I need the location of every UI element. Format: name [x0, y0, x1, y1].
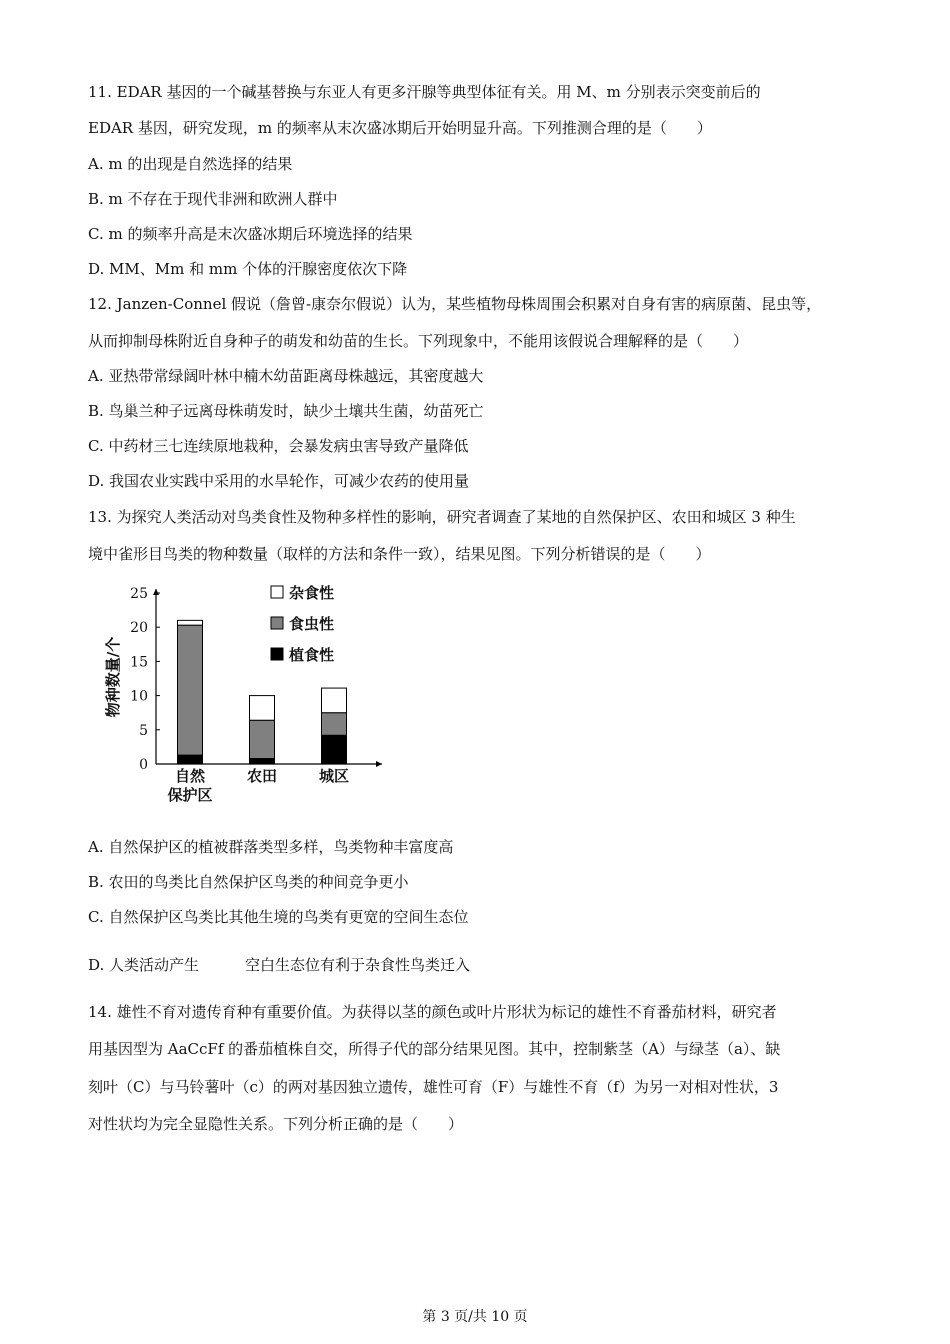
q12-option-c: C. 中药材三七连续原地栽种，会暴发病虫害导致产量降低	[88, 437, 469, 455]
bar-segment	[322, 735, 347, 764]
x-tick-label: 城区	[318, 767, 350, 785]
bar-segment	[250, 759, 275, 764]
bar-segment	[178, 625, 203, 755]
q12-option-a: A. 亚热带常绿阔叶林中楠木幼苗距离母株越远，其密度越大	[88, 367, 484, 385]
q14-stem-line-1: 14. 雄性不育对遗传育种有重要价值。为获得以茎的颜色或叶片形状为标记的雄性不育番茄材料，研究者	[88, 1003, 777, 1021]
bar-segment	[322, 688, 347, 713]
x-tick-label: 自然	[174, 767, 206, 785]
q13-option-a: A. 自然保护区的植被群落类型多样，鸟类物种丰富度高	[88, 838, 454, 856]
y-tick-label: 5	[139, 722, 148, 739]
y-tick-label: 10	[130, 688, 148, 705]
q13-option-d-part-1: D. 人类活动产生	[88, 956, 200, 974]
species-count-chart	[100, 575, 400, 815]
q12-stem-line-2: 从而抑制母株附近自身种子的萌发和幼苗的生长。下列现象中，不能用该假说合理解释的是（ ）	[88, 332, 749, 350]
legend-swatch	[271, 586, 283, 598]
bar-segment	[250, 696, 275, 721]
q12-option-d: D. 我国农业实践中采用的水旱轮作，可减少农药的使用量	[88, 472, 470, 490]
y-axis-arrow	[153, 589, 159, 595]
x-tick-label: 农田	[246, 767, 278, 785]
q13-option-d	[88, 955, 470, 975]
q13-option-b: B. 农田的鸟类比自然保护区鸟类的种间竞争更小	[88, 873, 409, 891]
q11-stem-line-1: 11. EDAR 基因的一个碱基替换与东亚人有更多汗腺等典型体征有关。用 M、m 分别表示突变前后的	[88, 83, 761, 101]
bar-segment	[322, 713, 347, 736]
bar-segment	[178, 620, 203, 625]
legend-label: 杂食性	[289, 584, 335, 602]
bar-segment	[250, 720, 275, 758]
q11-option-a: A. m 的出现是自然选择的结果	[88, 155, 293, 173]
legend-swatch	[271, 617, 283, 629]
q13-stem-line-2: 境中雀形目鸟类的物种数量（取样的方法和条件一致），结果见图。下列分析错误的是（ ）	[88, 545, 711, 563]
q13-stem-line-1: 13. 为探究人类活动对鸟类食性及物种多样性的影响，研究者调查了某地的自然保护区、农田和城区 3 种生	[88, 508, 796, 526]
y-tick-label: 0	[139, 757, 148, 773]
y-tick-label: 20	[130, 620, 148, 637]
y-tick-label: 25	[130, 586, 148, 602]
bar-segment	[178, 755, 203, 764]
page-footer: 第 3 页/共 10 页	[422, 1309, 528, 1325]
legend-swatch	[271, 648, 283, 660]
q14-stem-line-2: 用基因型为 AaCcFf 的番茄植株自交，所得子代的部分结果见图。其中，控制紫茎（A）与绿茎（a）、缺	[88, 1040, 781, 1058]
legend-label: 植食性	[289, 646, 335, 664]
x-axis-arrow	[376, 761, 382, 767]
q11-option-d: D. MM、Mm 和 mm 个体的汗腺密度依次下降	[88, 260, 408, 278]
x-tick-label: 保护区	[167, 786, 213, 804]
q13-option-d-part-2: 空白生态位有利于杂食性鸟类迁入	[245, 956, 471, 974]
legend-label: 食虫性	[289, 615, 335, 633]
y-axis-label: 物种数量/个	[104, 636, 122, 718]
q11-option-b: B. m 不存在于现代非洲和欧洲人群中	[88, 190, 338, 208]
q14-stem-line-4: 对性状均为完全显隐性关系。下列分析正确的是（ ）	[88, 1115, 464, 1133]
q11-stem-line-2: EDAR 基因，研究发现，m 的频率从末次盛冰期后开始明显升高。下列推测合理的是（ ）	[88, 119, 712, 137]
q11-option-c: C. m 的频率升高是末次盛冰期后环境选择的结果	[88, 225, 413, 243]
q14-stem-line-3: 刻叶（C）与马铃薯叶（c）的两对基因独立遗传，雄性可育（F）与雄性不育（f）为另一对相对性状，3	[88, 1078, 779, 1096]
q12-stem-line-1: 12. Janzen-Connel 假说（詹曾-康奈尔假说）认为，某些植物母株周围会积累对自身有害的病原菌、昆虫等，	[88, 295, 822, 313]
q12-option-b: B. 鸟巢兰种子远离母株萌发时，缺少土壤共生菌，幼苗死亡	[88, 402, 484, 420]
y-tick-label: 15	[130, 654, 148, 671]
q13-option-c: C. 自然保护区鸟类比其他生境的鸟类有更宽的空间生态位	[88, 908, 469, 926]
